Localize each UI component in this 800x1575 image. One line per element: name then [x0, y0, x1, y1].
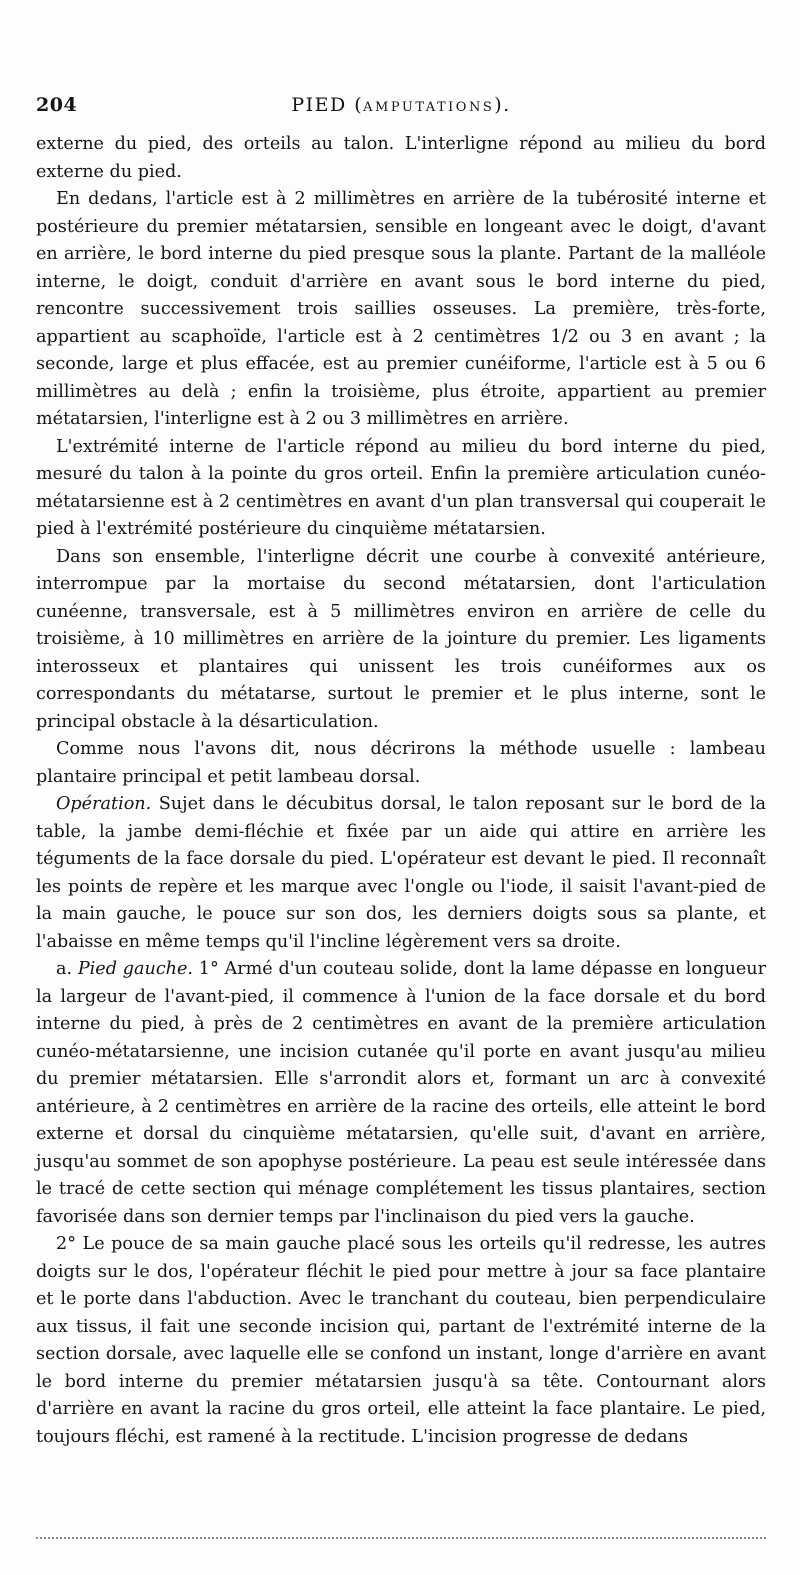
paragraph-text: Sujet dans le décubitus dorsal, le talon reposant sur le bord de la table, la jambe demi-fléchie et fixée par un aide qui attire en arrière les téguments de la face dorsale du pied. L'opérateur est devant le pied. Il reconnaît les points de repère et les marque avec l'ongle ou l'iode, il saisit l'avant-pied de la main gauche, le pouce sur son dos, les derniers doigts sous sa plante, et l'abaisse en même temps qu'il l'incline légèrement vers sa droite. — [36, 794, 766, 952]
paragraph-3 — [36, 434, 766, 544]
running-title-end: ). — [494, 94, 511, 116]
paragraph-text: externe du pied, des orteils au talon. L'interligne répond au milieu du bord externe du pied. — [36, 134, 766, 182]
paragraph-2 — [36, 186, 766, 434]
paragraph-7 — [36, 956, 766, 1231]
paragraph-text: 2° Le pouce de sa main gauche placé sous les orteils qu'il redresse, les autres doigts sur le dos, l'opérateur fléchit le pied pour mettre à jour sa face plantaire et le porte dans l'abduction. Avec le tranchant du couteau, bien perpendiculaire aux tissus, il fait une seconde incision qui, partant de l'extrémité interne de la section dorsale, avec laquelle elle se confond un instant, longe d'arrière en avant le bord interne du premier métatarsien jusqu'à sa tête. Contournant alors d'arrière en avant la racine du gros orteil, elle atteint la face plantaire. Le pied, toujours fléchi, est ramené à la rectitude. L'incision progresse de dedans — [36, 1234, 766, 1447]
paragraph-text: L'extrémité interne de l'article répond au milieu du bord interne du pied, mesuré du talon à la pointe du gros orteil. Enfin la première articulation cunéo-métatarsienne est à 2 centimètres en avant d'un plan transversal qui couperait le pied à l'extrémité postérieure du cinquième métatarsien. — [36, 436, 766, 539]
paragraph-text: 1° Armé d'un couteau solide, dont la lame dépasse en longueur la largeur de l'avant-pied, il commence à l'union de la face dorsale et du bord interne du pied, à près de 2 centimètres en avant de la première articulation cunéo-métatarsienne, une incision cutanée qu'il porte en avant jusqu'au milieu du premier métatarsien. Elle s'arrondit alors et, formant un arc à convexité antérieure, à 2 centimètres en arrière de la racine des orteils, elle atteint le bord externe et dorsal du cinquième métatarsien, qu'elle suit, d'avant en arrière, jusqu'au sommet de son apophyse postérieure. La peau est seule intéressée dans le tracé de cette section qui ménage complétement les tissus plantaires, section favorisée dans son dernier temps par l'inclinaison du pied vers la gauche. — [36, 959, 766, 1227]
running-title — [36, 94, 766, 116]
running-header — [36, 94, 766, 120]
page-number: 204 — [36, 94, 78, 116]
footer-dotted-rule — [36, 1537, 766, 1539]
running-title-main: PIED ( — [291, 94, 364, 116]
section-heading-pied-gauche: Pied gauche. — [77, 959, 194, 979]
list-marker: a. — [56, 959, 78, 979]
section-heading-operation: Opération. — [56, 794, 152, 814]
paragraph-text: Dans son ensemble, l'interligne décrit une courbe à convexité antérieure, interrompue par la mortaise du second métatarsien, dont l'articulation cunéenne, transversale, est à 5 millimètres environ en arrière de celle du troisième, à 10 millimètres en arrière de la jointure du premier. Les ligaments interosseux et plantaires qui unissent les trois cunéiformes aux os correspondants du métatarse, surtout le premier et le plus interne, sont le principal obstacle à la désarticulation. — [36, 546, 766, 732]
paragraph-1 — [36, 131, 766, 186]
paragraph-8 — [36, 1231, 766, 1451]
paragraph-6 — [36, 791, 766, 956]
paragraph-text: Comme nous l'avons dit, nous décrirons la méthode usuelle : lambeau plantaire principal et petit lambeau dorsal. — [36, 739, 766, 787]
paragraph-4 — [36, 544, 766, 737]
paragraph-5 — [36, 736, 766, 791]
running-title-small-caps: AMPUTATIONS — [363, 100, 495, 115]
paragraph-text: En dedans, l'article est à 2 millimètres en arrière de la tubérosité interne et postérieure du premier métatarsien, sensible en longeant avec le doigt, d'avant en arrière, le bord interne du pied presque sous la plante. Partant de la malléole interne, le doigt, conduit d'arrière en avant sous le bord interne du pied, rencontre successivement trois saillies osseuses. La première, très-forte, appartient au scaphoïde, l'article est à 2 centimètres 1/2 ou 3 en avant ; la seconde, large et plus effacée, est au premier cunéiforme, l'article est à 5 ou 6 millimètres au delà ; enfin la troisième, plus étroite, appartient au premier métatarsien, l'interligne est à 2 ou 3 millimètres en arrière. — [36, 189, 766, 429]
body-text — [36, 131, 766, 1451]
